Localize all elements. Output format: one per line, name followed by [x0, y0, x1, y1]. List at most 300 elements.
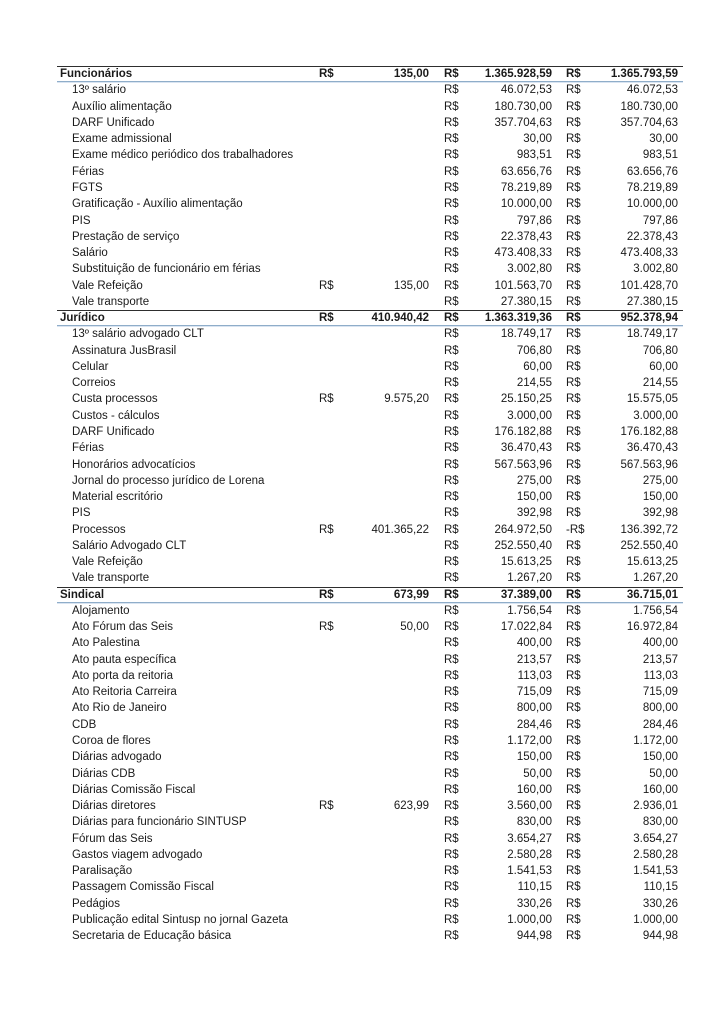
amount-value: 3.654,27	[507, 832, 552, 845]
table-row	[57, 440, 683, 456]
amount-cell-c2	[438, 198, 553, 210]
currency-symbol: R$	[444, 295, 459, 308]
amount-cell-c2	[438, 751, 553, 763]
amount-value: 176.182,88	[494, 425, 552, 438]
amount-cell-c2	[438, 524, 553, 536]
amount-cell-c3	[560, 556, 679, 568]
amount-value: 275,00	[642, 474, 678, 487]
table-row	[57, 456, 683, 472]
currency-symbol: R$	[566, 84, 581, 97]
currency-symbol: R$	[444, 133, 459, 146]
currency-symbol: R$	[444, 474, 459, 487]
row-label: Diárias CDB	[72, 767, 136, 780]
row-label: 13º salário	[72, 84, 127, 97]
currency-symbol: R$	[444, 279, 459, 292]
amount-value: 410.940,42	[371, 312, 429, 325]
table-row	[57, 391, 683, 407]
amount-cell-c2	[438, 881, 553, 893]
amount-value: 30,00	[649, 133, 678, 146]
amount-value: 3.000,00	[633, 409, 678, 422]
currency-symbol: R$	[444, 263, 459, 276]
table-row	[57, 896, 683, 912]
row-label: Vale transporte	[72, 295, 150, 308]
table-row	[57, 505, 683, 521]
amount-cell-c2	[438, 833, 553, 845]
amount-value: 50,00	[649, 767, 678, 780]
amount-value: 46.072,53	[500, 84, 552, 97]
amount-value: 706,80	[516, 344, 552, 357]
amount-cell-c3	[560, 719, 679, 731]
table-row	[57, 928, 683, 944]
currency-symbol: R$	[444, 588, 459, 601]
amount-cell-c2	[438, 182, 553, 194]
amount-value: 3.002,80	[633, 263, 678, 276]
amount-value: 10.000,00	[500, 198, 552, 211]
amount-value: 567.563,96	[620, 458, 678, 471]
amount-cell-c1	[313, 800, 431, 812]
table-row	[57, 326, 683, 342]
row-label: Assinatura JusBrasil	[72, 344, 177, 357]
amount-value: 1.172,00	[507, 735, 552, 748]
table-row	[57, 294, 683, 310]
amount-cell-c3	[560, 280, 679, 292]
table-row	[57, 147, 683, 163]
currency-symbol: R$	[444, 328, 459, 341]
table-row	[57, 245, 683, 261]
table-row	[57, 603, 683, 619]
currency-symbol: R$	[566, 913, 581, 926]
row-label: Gastos viagem advogado	[72, 848, 203, 861]
amount-cell-c3	[560, 670, 679, 682]
amount-cell-c2	[438, 133, 553, 145]
table-row	[57, 196, 683, 212]
row-label: Diárias Comissão Fiscal	[72, 783, 196, 796]
table-row	[57, 847, 683, 863]
currency-symbol: R$	[444, 458, 459, 471]
amount-cell-c1	[313, 312, 431, 324]
amount-value: 1.541,53	[633, 865, 678, 878]
row-label: 13º salário advogado CLT	[72, 328, 204, 341]
row-label: Salário	[72, 247, 108, 260]
amount-cell-c2	[438, 84, 553, 96]
amount-cell-c3	[560, 751, 679, 763]
row-label: DARF Unificado	[72, 425, 155, 438]
amount-cell-c2	[438, 117, 553, 129]
currency-symbol: R$	[444, 247, 459, 260]
currency-symbol: R$	[566, 686, 581, 699]
currency-symbol: R$	[444, 68, 459, 81]
section-header-row	[57, 587, 683, 603]
amount-cell-c2	[438, 345, 553, 357]
amount-value: 473.408,33	[620, 247, 678, 260]
currency-symbol: R$	[566, 507, 581, 520]
amount-value: 715,09	[516, 686, 552, 699]
amount-cell-c3	[560, 345, 679, 357]
amount-value: 1.172,00	[633, 735, 678, 748]
amount-value: 46.072,53	[626, 84, 678, 97]
table-row	[57, 863, 683, 879]
amount-value: 330,26	[516, 897, 552, 910]
table-row	[57, 277, 683, 293]
table-row	[57, 700, 683, 716]
amount-cell-c3	[560, 735, 679, 747]
amount-cell-c3	[560, 800, 679, 812]
currency-symbol: R$	[444, 913, 459, 926]
amount-value: 27.380,15	[500, 295, 552, 308]
currency-symbol: R$	[566, 393, 581, 406]
amount-cell-c3	[560, 768, 679, 780]
amount-cell-c2	[438, 149, 553, 161]
currency-symbol: R$	[566, 295, 581, 308]
amount-value: 150,00	[516, 491, 552, 504]
amount-cell-c3	[560, 377, 679, 389]
amount-value: 63.656,76	[626, 165, 678, 178]
currency-symbol: R$	[566, 328, 581, 341]
amount-value: 150,00	[642, 491, 678, 504]
currency-symbol: R$	[444, 816, 459, 829]
section-name: Jurídico	[60, 312, 105, 325]
currency-symbol: R$	[566, 832, 581, 845]
currency-symbol: R$	[566, 751, 581, 764]
currency-symbol: R$	[444, 881, 459, 894]
currency-symbol: R$	[444, 507, 459, 520]
amount-value: 357.704,63	[494, 116, 552, 129]
amount-cell-c2	[438, 426, 553, 438]
amount-value: 567.563,96	[494, 458, 552, 471]
amount-cell-c3	[560, 426, 679, 438]
amount-value: 3.000,00	[507, 409, 552, 422]
currency-symbol: R$	[444, 393, 459, 406]
amount-cell-c2	[438, 328, 553, 340]
amount-cell-c2	[438, 263, 553, 275]
amount-value: 3.002,80	[507, 263, 552, 276]
table-row	[57, 717, 683, 733]
amount-value: 1.363.319,36	[484, 312, 552, 325]
currency-symbol: R$	[566, 425, 581, 438]
row-label: Diárias advogado	[72, 751, 162, 764]
currency-symbol: R$	[566, 881, 581, 894]
amount-cell-c1	[313, 621, 431, 633]
amount-cell-c2	[438, 166, 553, 178]
currency-symbol: R$	[566, 409, 581, 422]
row-label: Gratificação - Auxílio alimentação	[72, 198, 243, 211]
amount-value: 150,00	[516, 751, 552, 764]
amount-value: 2.936,01	[633, 800, 678, 813]
currency-symbol: -R$	[566, 523, 585, 536]
row-label: Pedágios	[72, 897, 120, 910]
amount-cell-c2	[438, 784, 553, 796]
currency-symbol: R$	[566, 116, 581, 129]
row-label: Vale transporte	[72, 572, 150, 585]
amount-cell-c3	[560, 68, 679, 80]
currency-symbol: R$	[566, 800, 581, 813]
row-label: Exame admissional	[72, 133, 172, 146]
amount-cell-c3	[560, 84, 679, 96]
row-label: Secretaria de Educação básica	[72, 930, 232, 943]
table-row	[57, 180, 683, 196]
table-row	[57, 521, 683, 537]
currency-symbol: R$	[566, 458, 581, 471]
amount-value: 25.150,25	[500, 393, 552, 406]
amount-value: 214,55	[642, 377, 678, 390]
amount-value: 1.365.928,59	[484, 68, 552, 81]
row-label: CDB	[72, 718, 97, 731]
amount-cell-c1	[313, 68, 431, 80]
row-label: Exame médico periódico dos trabalhadores	[72, 149, 294, 162]
table-row	[57, 82, 683, 98]
amount-cell-c3	[560, 881, 679, 893]
amount-cell-c2	[438, 507, 553, 519]
amount-cell-c3	[560, 149, 679, 161]
table-row	[57, 229, 683, 245]
table-row	[57, 131, 683, 147]
amount-value: 15.575,05	[626, 393, 678, 406]
amount-cell-c3	[560, 637, 679, 649]
table-row	[57, 765, 683, 781]
currency-symbol: R$	[566, 865, 581, 878]
amount-value: 17.022,84	[500, 621, 552, 634]
amount-value: 1.541,53	[507, 865, 552, 878]
amount-cell-c2	[438, 621, 553, 633]
table-row	[57, 343, 683, 359]
currency-symbol: R$	[566, 897, 581, 910]
currency-symbol: R$	[444, 312, 459, 325]
table-row	[57, 684, 683, 700]
currency-symbol: R$	[444, 116, 459, 129]
amount-cell-c3	[560, 930, 679, 942]
amount-cell-c2	[438, 410, 553, 422]
currency-symbol: R$	[566, 247, 581, 260]
amount-cell-c3	[560, 654, 679, 666]
amount-value: 1.000,00	[507, 913, 552, 926]
currency-symbol: R$	[566, 767, 581, 780]
amount-cell-c2	[438, 768, 553, 780]
amount-cell-c2	[438, 68, 553, 80]
row-label: Correios	[72, 377, 116, 390]
table-row	[57, 879, 683, 895]
amount-cell-c2	[438, 930, 553, 942]
amount-value: 15.613,25	[626, 556, 678, 569]
amount-value: 330,26	[642, 897, 678, 910]
amount-value: 392,98	[642, 507, 678, 520]
amount-value: 150,00	[642, 751, 678, 764]
amount-cell-c2	[438, 101, 553, 113]
amount-value: 160,00	[642, 783, 678, 796]
amount-value: 135,00	[393, 279, 429, 292]
amount-value: 284,46	[516, 718, 552, 731]
amount-value: 275,00	[516, 474, 552, 487]
row-label: PIS	[72, 507, 91, 520]
amount-value: 101.428,70	[620, 279, 678, 292]
table-row	[57, 749, 683, 765]
currency-symbol: R$	[566, 474, 581, 487]
row-label: Jornal do processo jurídico de Lorena	[72, 474, 265, 487]
row-label: Ato Rio de Janeiro	[72, 702, 167, 715]
currency-symbol: R$	[566, 214, 581, 227]
amount-cell-c2	[438, 865, 553, 877]
currency-symbol: R$	[444, 84, 459, 97]
amount-value: 30,00	[523, 133, 552, 146]
currency-symbol: R$	[319, 523, 334, 536]
amount-value: 1.267,20	[507, 572, 552, 585]
row-label: Publicação edital Sintusp no jornal Gazeta	[72, 913, 289, 926]
row-label: Paralisação	[72, 865, 133, 878]
currency-symbol: R$	[566, 702, 581, 715]
currency-symbol: R$	[566, 930, 581, 943]
currency-symbol: R$	[444, 767, 459, 780]
amount-cell-c2	[438, 719, 553, 731]
table-row	[57, 115, 683, 131]
amount-cell-c2	[438, 654, 553, 666]
row-label: Honorários advocatícios	[72, 458, 196, 471]
currency-symbol: R$	[566, 344, 581, 357]
amount-cell-c2	[438, 475, 553, 487]
row-label: Coroa de flores	[72, 735, 151, 748]
amount-value: 252.550,40	[620, 539, 678, 552]
currency-symbol: R$	[566, 181, 581, 194]
amount-cell-c1	[313, 280, 431, 292]
amount-cell-c2	[438, 361, 553, 373]
amount-value: 15.613,25	[500, 556, 552, 569]
amount-value: 983,51	[642, 149, 678, 162]
amount-cell-c2	[438, 605, 553, 617]
amount-value: 36.470,43	[626, 442, 678, 455]
amount-value: 213,57	[642, 653, 678, 666]
table-row	[57, 424, 683, 440]
amount-value: 36.715,01	[626, 588, 678, 601]
currency-symbol: R$	[444, 783, 459, 796]
table-row	[57, 489, 683, 505]
amount-value: 944,98	[516, 930, 552, 943]
row-label: Ato Fórum das Seis	[72, 621, 173, 634]
currency-symbol: R$	[319, 800, 334, 813]
amount-cell-c2	[438, 898, 553, 910]
amount-value: 110,15	[517, 881, 552, 894]
currency-symbol: R$	[444, 930, 459, 943]
currency-symbol: R$	[566, 165, 581, 178]
amount-cell-c2	[438, 377, 553, 389]
currency-symbol: R$	[566, 556, 581, 569]
amount-value: 18.749,17	[500, 328, 552, 341]
amount-value: 60,00	[649, 360, 678, 373]
amount-value: 284,46	[642, 718, 678, 731]
amount-cell-c2	[438, 215, 553, 227]
amount-value: 2.580,28	[633, 848, 678, 861]
currency-symbol: R$	[444, 897, 459, 910]
amount-cell-c3	[560, 182, 679, 194]
currency-symbol: R$	[566, 68, 581, 81]
amount-cell-c3	[560, 572, 679, 584]
amount-value: 9.575,20	[384, 393, 429, 406]
currency-symbol: R$	[566, 848, 581, 861]
currency-symbol: R$	[444, 637, 459, 650]
currency-symbol: R$	[444, 409, 459, 422]
currency-symbol: R$	[444, 718, 459, 731]
table-row	[57, 830, 683, 846]
currency-symbol: R$	[566, 263, 581, 276]
currency-symbol: R$	[566, 442, 581, 455]
amount-cell-c3	[560, 833, 679, 845]
row-label: Fórum das Seis	[72, 832, 153, 845]
currency-symbol: R$	[444, 377, 459, 390]
amount-value: 3.654,27	[633, 832, 678, 845]
amount-cell-c2	[438, 914, 553, 926]
amount-cell-c2	[438, 702, 553, 714]
table-row	[57, 652, 683, 668]
amount-value: 706,80	[642, 344, 678, 357]
currency-symbol: R$	[566, 718, 581, 731]
amount-cell-c2	[438, 491, 553, 503]
amount-cell-c2	[438, 280, 553, 292]
amount-value: 1.365.793,59	[610, 68, 678, 81]
currency-symbol: R$	[566, 539, 581, 552]
currency-symbol: R$	[566, 572, 581, 585]
currency-symbol: R$	[566, 149, 581, 162]
amount-value: 10.000,00	[626, 198, 678, 211]
table-row	[57, 798, 683, 814]
row-label: Prestação de serviço	[72, 230, 180, 243]
currency-symbol: R$	[444, 165, 459, 178]
row-label: Vale Refeição	[72, 556, 143, 569]
amount-cell-c2	[438, 816, 553, 828]
amount-value: 797,86	[516, 214, 552, 227]
table-row	[57, 375, 683, 391]
currency-symbol: R$	[444, 556, 459, 569]
amount-value: 673,99	[393, 588, 429, 601]
currency-symbol: R$	[566, 604, 581, 617]
amount-value: 401.365,22	[371, 523, 429, 536]
table-row	[57, 668, 683, 684]
row-label: Ato porta da reitoria	[72, 669, 174, 682]
amount-value: 800,00	[516, 702, 552, 715]
section-header-row	[57, 310, 683, 326]
amount-cell-c3	[560, 231, 679, 243]
amount-cell-c1	[313, 393, 431, 405]
amount-value: 50,00	[400, 621, 429, 634]
currency-symbol: R$	[444, 539, 459, 552]
amount-value: 623,99	[393, 800, 429, 813]
amount-value: 3.560,00	[507, 800, 552, 813]
currency-symbol: R$	[566, 669, 581, 682]
currency-symbol: R$	[566, 588, 581, 601]
amount-value: 60,00	[523, 360, 552, 373]
amount-value: 135,00	[393, 68, 429, 81]
amount-cell-c2	[438, 312, 553, 324]
amount-value: 1.267,20	[633, 572, 678, 585]
currency-symbol: R$	[444, 442, 459, 455]
currency-symbol: R$	[566, 230, 581, 243]
currency-symbol: R$	[444, 149, 459, 162]
currency-symbol: R$	[444, 653, 459, 666]
amount-value: 18.749,17	[626, 328, 678, 341]
amount-value: 180.730,00	[620, 100, 678, 113]
amount-value: 830,00	[642, 816, 678, 829]
amount-value: 252.550,40	[494, 539, 552, 552]
amount-value: 78.219,89	[626, 181, 678, 194]
row-label: Ato Palestina	[72, 637, 140, 650]
table-row	[57, 782, 683, 798]
amount-value: 2.580,28	[507, 848, 552, 861]
currency-symbol: R$	[444, 572, 459, 585]
amount-cell-c2	[438, 442, 553, 454]
table-row	[57, 814, 683, 830]
amount-cell-c3	[560, 589, 679, 601]
amount-cell-c3	[560, 621, 679, 633]
amount-value: 392,98	[516, 507, 552, 520]
currency-symbol: R$	[566, 133, 581, 146]
amount-cell-c3	[560, 328, 679, 340]
amount-value: 36.470,43	[500, 442, 552, 455]
